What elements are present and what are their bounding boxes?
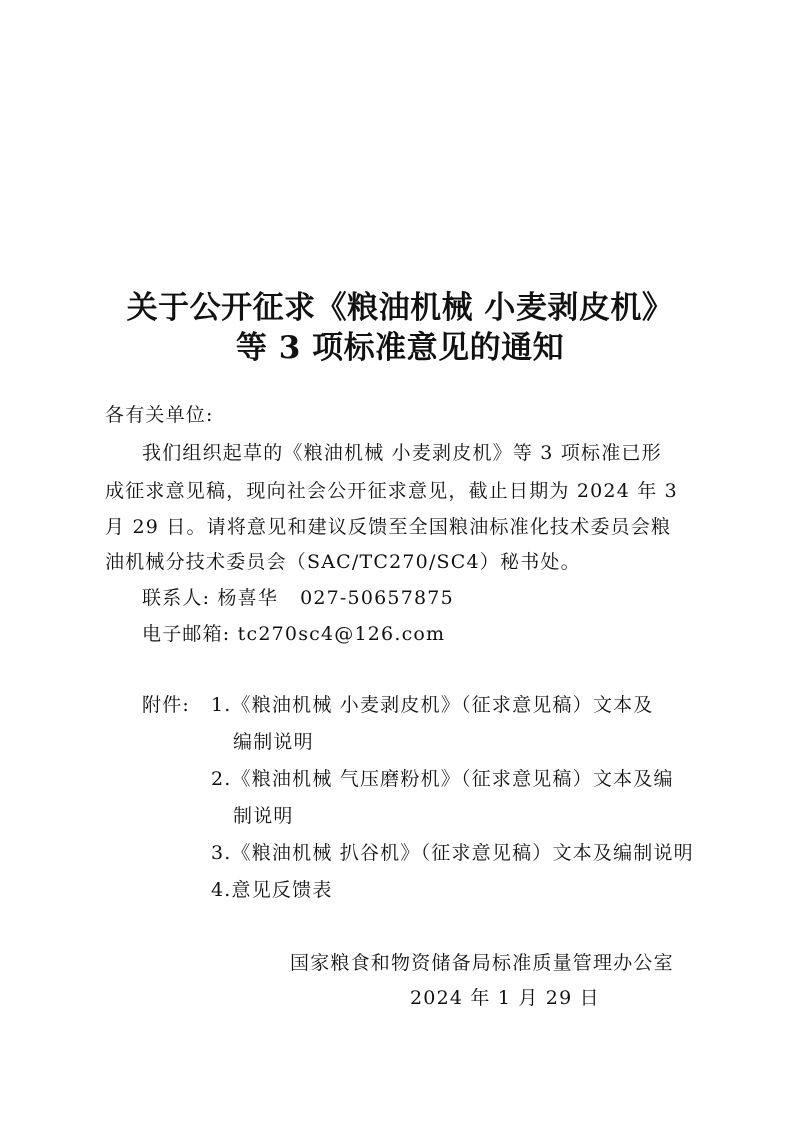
contact-line [142,585,454,611]
attachment-3: 3.《粮油机械 扒谷机》（征求意见稿）文本及编制说明 [211,842,694,864]
body-line-3: 月 29 日。请将意见和建议反馈至全国粮油标准化技术委员会粮 [105,516,672,538]
salutation: 各有关单位: [105,404,214,426]
attachments-label: 附件: [142,694,191,716]
attachment-1-line-1: 1.《粮油机械 小麦剥皮机》（征求意见稿）文本及 [211,694,654,716]
contact-name: 杨喜华 [217,587,279,609]
body-line-4: 油机械分技术委员会（SAC/TC270/SC4）秘书处。 [105,551,581,573]
body-line-2: 成征求意见稿，现向社会公开征求意见，截止日期为 2024 年 3 [105,480,678,502]
issue-date: 2024 年 1 月 29 日 [410,987,600,1009]
attachment-2-line-1: 2.《粮油机械 气压磨粉机》（征求意见稿）文本及编 [211,768,674,790]
body-line-1: 我们组织起草的《粮油机械 小麦剥皮机》等 3 项标准已形 [142,442,662,464]
issuing-organization: 国家粮食和物资储备局标准质量管理办公室 [290,952,674,974]
document-title-line-2: 等 3 项标准意见的通知 [235,330,565,366]
email-line [142,621,445,647]
attachment-4: 4.意见反馈表 [211,879,333,901]
attachment-1-line-2: 编制说明 [233,731,314,753]
document-title-line-1: 关于公开征求《粮油机械 小麦剥皮机》 [126,290,674,326]
contact-phone: 027-50657875 [300,587,454,609]
attachment-2-line-2: 制说明 [233,805,294,827]
email-address: tc270sc4@126.com [237,623,446,645]
contact-label: 联系人: [142,587,211,609]
email-label: 电子邮箱: [142,623,231,645]
